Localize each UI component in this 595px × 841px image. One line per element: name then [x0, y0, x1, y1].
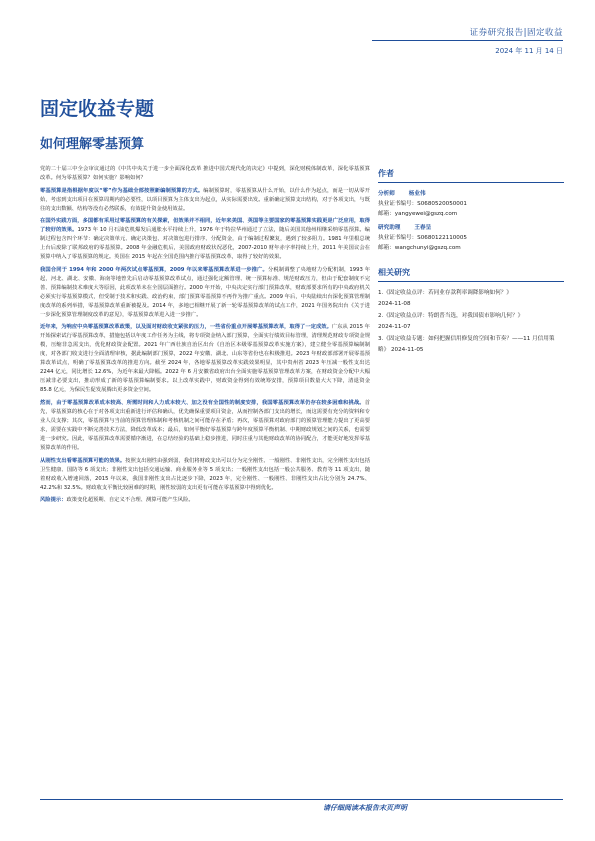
- paragraph-text: 分税制调整了央地财力分配机制，1993 年起，河北、湖北、安徽、海南等地曾先后启动零基预算改革试点，通过强化定额管理、统一预算标准、规范财政压力，但由于配套制度不完善、预算编制技术难度大等原因，此项改革未在全国层面推行。2000 年开始，中央决定实行部门预算改革，财政部要求所有的中央政府机关必须实行零基预算模式，但受制于技术和实践、政治约束，部门预算零基预算不再作为推广重点。2009 年后，中央陆续出台深化预算管理制度改革的系列举措，零基预算改革重新被提及。2014 年，多地已相继开展了新一轮零基预算改革的试点工作，2021 年国务院出台《关于进一步深化预算管理制度改革的意见》，零基预算改革进入进一步推广。: [40, 266, 371, 318]
- risk-warning: [40, 496, 370, 505]
- paragraph-text: 编制预算时，零基预算从什么开始，以什么作为起点，而是一切从零开始，考虑到支出项目在预算周期内的必要性，以项目预算为主体支出为起点，从实际需要出发。重新确定预算支出结构，对于各项支出，与既往的支出数额、结构等没有必然联系，有效提升资金使用效益。: [40, 187, 370, 212]
- sub-title: 如何理解零基预算: [40, 137, 145, 152]
- report-date: 2024 年 11 月 14 日: [495, 47, 563, 55]
- report-type: 证券研究报告: [469, 28, 524, 38]
- email-address[interactable]: yangyewei@gszq.com: [394, 211, 458, 217]
- author-name: 杨业伟: [408, 191, 426, 197]
- related-date: 2024-11-08: [378, 300, 411, 307]
- related-date: 2024-11-05: [390, 346, 424, 353]
- paragraph-challenges: [40, 399, 370, 453]
- footer-divider: [40, 799, 563, 800]
- related-item[interactable]: [378, 288, 564, 309]
- email-address[interactable]: wangchunyi@gszq.com: [394, 245, 461, 251]
- header-divider: [372, 40, 563, 41]
- related-title[interactable]: 1.《固定收益点评：若同业存款利率调降影响如何？》: [378, 290, 512, 296]
- cert-label: 执业证书编号：: [378, 235, 418, 241]
- author-1: [378, 189, 564, 199]
- footer-disclaimer: 请仔细阅读本报告末页声明: [323, 804, 407, 812]
- paragraph-text: 首先，零基预算的核心在于对各项支出重新进行评估和确认，优先确保重要项目资金，从而控制各部门支出的增长，而这需要有充分的资料和专业人员支撑；其次，零基预算与当前的预算管理体制和考核机制之间可能存在矛盾；再次，零基预算对政府部门的预算管理能力提出了更高要求，需要在实践中不断完善技术方法，降低改革成本；最后，如何平衡好零基预算与跨年度预算平衡机制、中期财政规划之间的关系，也需要进一步研究。因此，零基预算改革需要循序渐进，在总结经验的基础上稳步推进，同时注重与其他财政改革的协同配合，才能更好地发挥零基预算改革的作用。: [40, 399, 370, 451]
- cert-label: 执业证书编号：: [378, 201, 418, 207]
- author-role: 分析师: [378, 191, 395, 197]
- report-category: 固定收益: [526, 28, 563, 38]
- paragraph-lead: 零基预算是指根据年度以“零”作为基础全部按照新编制预算的方式。: [40, 187, 204, 194]
- paragraph-china-history: [40, 266, 370, 320]
- report-header: [470, 20, 563, 39]
- email-label: 邮箱：: [378, 245, 395, 251]
- header-separator: |: [523, 28, 527, 38]
- related-item[interactable]: [378, 334, 564, 355]
- paragraph-definition: [40, 187, 370, 214]
- author-2: [378, 223, 564, 233]
- author-1-email: [378, 209, 564, 219]
- related-item[interactable]: [378, 311, 564, 332]
- author-2-email: [378, 243, 564, 253]
- risk-text: 政策变化超预期、自定义不合理、测算可能产生风险。: [66, 497, 194, 504]
- paragraph-province-practice: [40, 323, 370, 395]
- author-1-cert: [378, 199, 564, 209]
- paragraph-lead: 近年来，为响应中央零基预算改革政策，以及面对财政收支紧张的压力，一些省份重点开展零基预算改革，取得了一定成效。: [40, 324, 332, 331]
- cert-number: S0680520050001: [417, 201, 467, 207]
- risk-lead: 风险提示：: [40, 497, 67, 504]
- related-date: 2024-11-07: [378, 323, 411, 330]
- report-body: [40, 165, 370, 509]
- author-name: 王春呈: [414, 225, 432, 231]
- paragraph-text: 1973 年 10 月石油危机爆发后通胀水平持续上升，1976 年于特拉华州通过了立法，随后美国其他州相继采纳零基预算。编制过程包含四个环节：确定决策单元、确定决策包、对决策包进行排序、分配资金，由于编制过程繁复，遇到了较多阻力。1981 年里根总统上台后废除了联邦政府的零基预算。2008 年金融危机后，美国政府财政状况恶化，2007-2010 财年赤字率持续上升，2011 年美国议会在预算中纳入了零基预算的规定。英国在 2015 年起在全国范围内推行零基预算改革，取得了较好的效果。: [40, 227, 370, 261]
- paragraph-rigid-spending: [40, 457, 370, 493]
- intro-paragraph: 党的二十届三中全会审议通过的《中共中央关于进一步全面深化改革 推进中国式现代化的决定》中提到，深化财税体制改革，深化零基预算改革。何为零基预算？如何实施？影响如何？: [40, 166, 370, 181]
- cert-number: S0680122110005: [417, 235, 467, 241]
- sidebar: [378, 168, 564, 357]
- related-title[interactable]: 2.《固定收益点评：特朗普当选，对我国债市影响几何？》: [378, 313, 524, 319]
- authors-heading: 作者: [378, 168, 564, 183]
- paragraph-lead: 在国外实践方面，多国都有采用过零基预算的有关探索，但效果并不相同，近年来美国、英国等主要国家的零基预算实践更是广泛应用，取得了较好的效果。: [40, 218, 370, 234]
- paragraph-foreign-practice: [40, 217, 370, 262]
- author-role: 研究助理: [378, 225, 401, 231]
- main-title: 固定收益专题: [40, 98, 155, 120]
- author-2-cert: [378, 233, 564, 243]
- paragraph-lead: 然而，由于零基预算改革成本较高、所需时间和人力成本较大、加之没有全国性的制度安排，我国零基预算改革仍存在较多困难和挑战。: [40, 399, 365, 406]
- paragraph-text: 按照支出刚性由强到弱，我们将财政支出可以分为完全刚性、一般刚性、非刚性支出，完全刚性支出包括卫生健康、国防等 6 项支出；非刚性支出包括交通运输、商业服务业等 5 项支出；一般刚性支出包括一般公共服务、教育等 11 项支出，随着财政收入增速回落，2015 年以来，我国非刚性支出占比逐步下降，2023 年，完全刚性、一般刚性、非刚性支出占比分别为 24.7%、42.2%和 32.5%。财政收支平衡比较困难的时期，刚性较弱的支出更有可能在零基预算中得到优化。: [40, 457, 370, 491]
- related-title[interactable]: 3.《固定收益专题：如何把握信用修复的空间和节奏？——11 月信用策略》: [378, 336, 555, 353]
- paragraph-lead: 从刚性支出看零基预算可能的效果。: [40, 457, 126, 464]
- paragraph-text: 广东从 2015 年开始探索试行零基预算改革，措施包括以年度工作任务为主线，将专项资金纳入部门预算，全面实行绩效目标管理，清理规范财政专项资金规模，压缩非急需支出，优化财政资金配置。2021 年广西壮族自治区出台《自治区本级零基预算改革实施方案》，建立健全零基预算编制制度，对各部门收支进行全面清理审核，据此编制部门预算，2022 年安徽、湖北、山东等省份也在积极推进。2023 年财政部部署开展零基预算改革试点，明确了零基预算改革的推进方向。截至 2024 年，各地零基预算改革实践效果明显，其中贵州省 2023 年压减一般性支出达 2244 亿元，同比增长 12.6%，为近年来最大降幅。2022 年 6 月安徽省政府出台全面实施零基预算管理改革方案，在财政资金分配中大幅压减非必要支出，推动形成了新的零基预算编制要求。以上改革实践中，财政资金得到有效统筹安排，预算项目数量大大下降，清退资金 85.8 亿元，为保民生促发展腾出更多资金空间。: [40, 324, 370, 394]
- paragraph-lead: 我国合同于 1994 年和 2000 年两次试点零基预算，2009 年以来零基预算改革进一步推广。: [40, 266, 268, 273]
- email-label: 邮箱：: [378, 211, 395, 217]
- related-heading: 相关研究: [378, 267, 564, 282]
